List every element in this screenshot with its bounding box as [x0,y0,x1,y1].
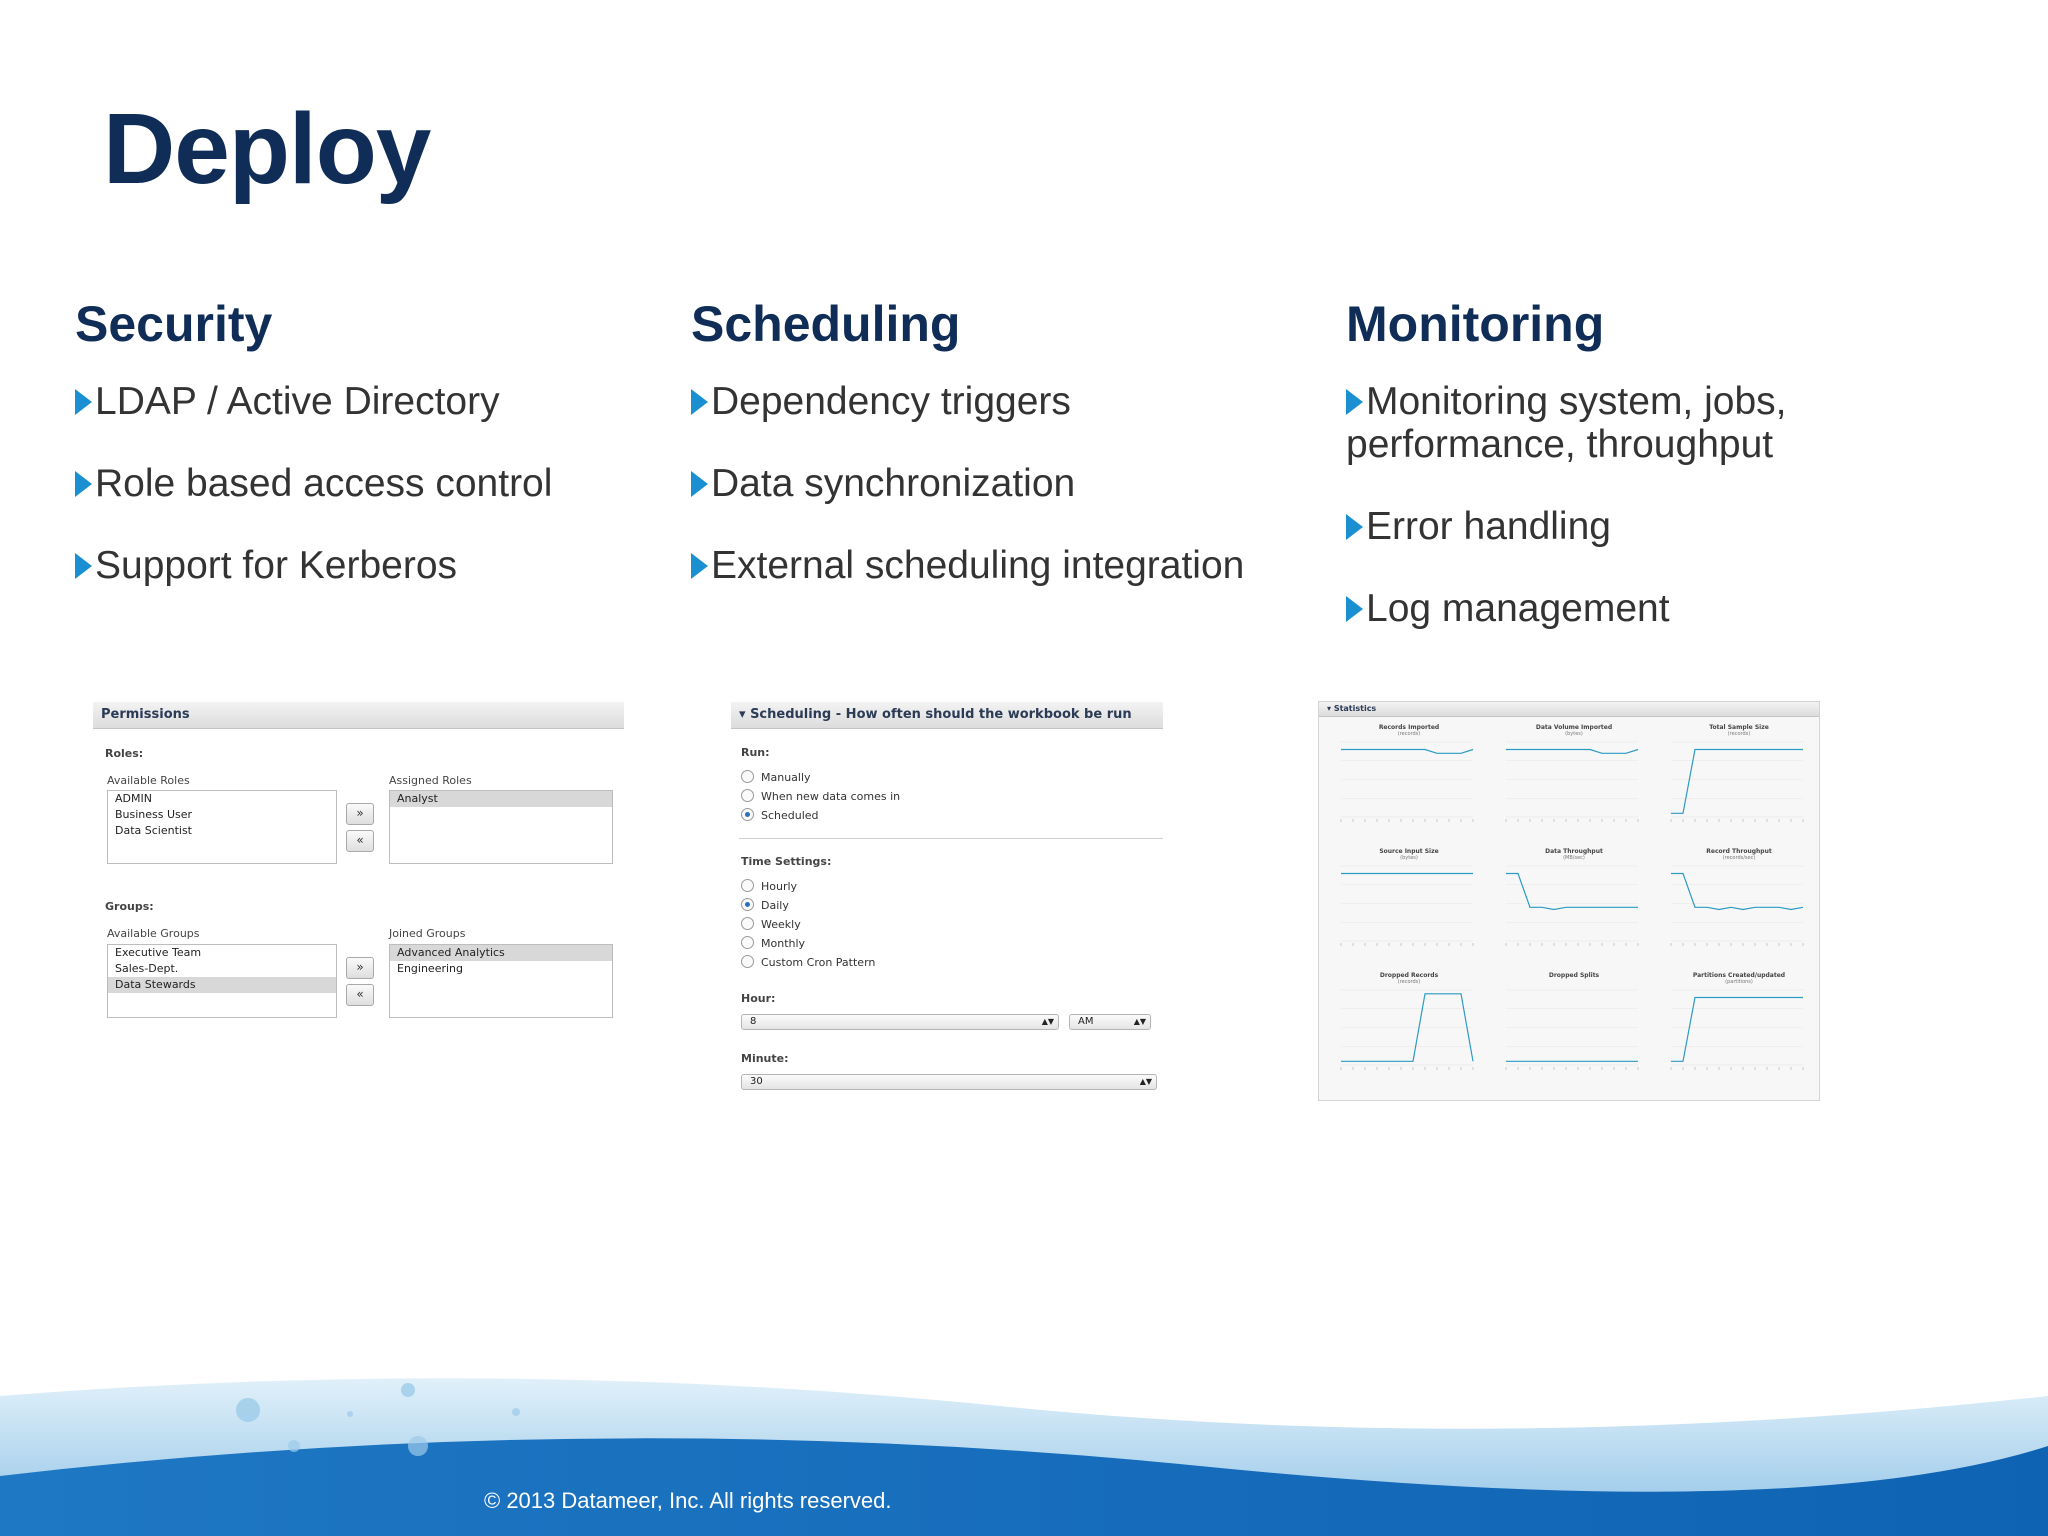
mini-chart-unit: (records) [1727,731,1751,737]
mini-chart [1329,848,1489,968]
mini-chart-unit: (bytes) [1565,731,1583,737]
bullet-item: Error handling [1346,505,1866,548]
mini-chart [1329,972,1489,1092]
permissions-panel [93,702,624,1026]
assigned-roles-label: Assigned Roles [389,774,472,787]
mini-chart-unit: (partitions) [1725,979,1753,985]
add-role-button[interactable]: » [346,803,374,825]
slide-title: Deploy [103,93,431,205]
bullet-item: Dependency triggers [691,380,1244,423]
radio-icon[interactable] [741,936,754,949]
bullet-triangle-icon [75,471,92,497]
remove-role-button[interactable]: « [346,830,374,852]
radio-selected-icon[interactable] [741,898,754,911]
mini-chart-title: Record Throughput [1706,848,1772,855]
copyright-footer: © 2013 Datameer, Inc. All rights reserved. [484,1488,892,1513]
list-item[interactable]: ADMIN [115,792,152,805]
mini-chart-plot [1659,984,1809,1079]
bullet-triangle-icon [75,553,92,579]
series-line [1671,998,1803,1062]
bullet-triangle-icon [1346,514,1363,540]
statistics-panel [1318,701,1820,1101]
list-item[interactable]: Business User [115,808,193,821]
permissions-header: Permissions [93,702,624,729]
mini-chart-plot [1494,860,1644,955]
mini-chart-title: Data Volume Imported [1535,724,1613,731]
collapse-triangle-icon[interactable]: ▾ [739,707,751,722]
available-groups-label: Available Groups [107,927,200,940]
series-line [1506,874,1638,910]
mini-chart [1494,972,1654,1092]
bullet-triangle-icon [1346,596,1363,622]
groups-label: Groups: [105,900,154,913]
security-column [75,290,552,626]
time-option-hourly[interactable]: Hourly [741,879,797,895]
ampm-select[interactable]: AM ▲▼ [1069,1014,1151,1030]
joined-groups-label: Joined Groups [389,927,466,940]
series-line [1506,750,1638,754]
available-groups-list[interactable] [107,944,337,1018]
available-roles-label: Available Roles [107,774,190,787]
bullet-item: Support for Kerberos [75,544,552,587]
minute-label: Minute: [741,1052,789,1065]
mini-chart-plot [1329,860,1479,955]
security-heading: Security [75,296,273,352]
scheduling-column [691,290,1244,626]
mini-chart-title: Partitions Created/updated [1692,972,1786,979]
minute-select[interactable]: 30 ▲▼ [741,1074,1157,1090]
bullet-item: Role based access control [75,462,552,505]
bullet-triangle-icon [691,389,708,415]
run-option-new-data[interactable]: When new data comes in [741,789,900,805]
run-label: Run: [741,746,770,759]
mini-chart [1659,972,1819,1092]
mini-chart-unit: (records/sec) [1722,855,1756,861]
radio-selected-icon[interactable] [741,808,754,821]
time-option-monthly[interactable]: Monthly [741,936,805,952]
bullet-item: Data synchronization [691,462,1244,505]
list-item[interactable]: Advanced Analytics [390,945,612,961]
mini-chart-title: Total Sample Size [1709,724,1769,731]
list-item[interactable]: Engineering [397,962,463,975]
radio-icon[interactable] [741,917,754,930]
mini-chart-plot [1659,860,1809,955]
list-item[interactable]: Data Scientist [115,824,192,837]
time-option-daily[interactable]: Daily [741,898,789,914]
list-item[interactable]: Analyst [390,791,612,807]
series-line [1341,750,1473,754]
time-settings-label: Time Settings: [741,855,832,868]
mini-chart-title: Source Input Size [1379,848,1439,855]
mini-chart [1659,724,1819,844]
hour-select[interactable]: 8 ▲▼ [741,1014,1059,1030]
statistics-header[interactable]: ▾ Statistics [1319,702,1819,717]
bullet-triangle-icon [691,471,708,497]
mini-chart-unit: (bytes) [1400,855,1418,861]
mini-chart-unit: (MB/sec) [1563,855,1585,861]
monitoring-heading: Monitoring [1346,296,1605,352]
mini-chart-title: Dropped Records [1379,972,1439,979]
bullet-item: Monitoring system, jobs, performance, throughput [1346,380,1787,466]
run-option-scheduled[interactable]: Scheduled [741,808,819,824]
mini-chart [1659,848,1819,968]
available-roles-list[interactable] [107,790,337,864]
radio-icon[interactable] [741,770,754,783]
spinner-arrows-icon: ▲▼ [1041,1017,1054,1026]
bullet-item: External scheduling integration [691,544,1244,587]
radio-icon[interactable] [741,879,754,892]
joined-groups-list[interactable] [389,944,613,1018]
bullet-triangle-icon [75,389,92,415]
mini-chart-plot [1494,984,1644,1079]
spinner-arrows-icon: ▲▼ [1133,1017,1146,1026]
mini-chart [1494,724,1654,844]
list-item[interactable]: Executive Team [115,946,202,959]
mini-chart-title: Records Imported [1378,724,1440,731]
add-group-button[interactable]: » [346,957,374,979]
time-option-custom-cron[interactable]: Custom Cron Pattern [741,955,875,971]
mini-chart-unit: (records) [1397,731,1421,737]
run-option-manually[interactable]: Manually [741,770,811,786]
divider [739,838,1163,839]
radio-icon[interactable] [741,789,754,802]
roles-label: Roles: [105,747,144,760]
bullet-triangle-icon [691,553,708,579]
mini-chart-plot [1659,736,1809,831]
monitoring-column [1346,290,1866,669]
hour-label: Hour: [741,992,776,1005]
spinner-arrows-icon: ▲▼ [1139,1077,1152,1086]
bullet-triangle-icon [1346,389,1363,415]
radio-icon[interactable] [741,955,754,968]
series-line [1671,874,1803,910]
mini-chart-title: Dropped Splits [1548,972,1600,979]
footer-wave [0,1336,2048,1536]
collapse-triangle-icon[interactable]: ▾ [1327,704,1334,713]
mini-chart-plot [1329,736,1479,831]
scheduling-heading: Scheduling [691,296,961,352]
scheduling-panel [731,702,1163,1096]
mini-chart [1329,724,1489,844]
list-item[interactable]: Sales-Dept. [115,962,179,975]
mini-chart-plot [1494,736,1644,831]
time-option-weekly[interactable]: Weekly [741,917,801,933]
list-item[interactable]: Data Stewards [108,977,336,993]
mini-chart [1494,848,1654,968]
assigned-roles-list[interactable] [389,790,613,864]
series-line [1671,750,1803,814]
mini-chart-title: Data Throughput [1545,848,1603,855]
remove-group-button[interactable]: « [346,984,374,1006]
bullet-item: LDAP / Active Directory [75,380,552,423]
mini-chart-plot [1329,984,1479,1079]
mini-chart-unit: (records) [1397,979,1421,985]
bullet-item: Log management [1346,587,1866,630]
scheduling-header[interactable]: ▾ Scheduling - How often should the workbook be run [731,702,1163,729]
